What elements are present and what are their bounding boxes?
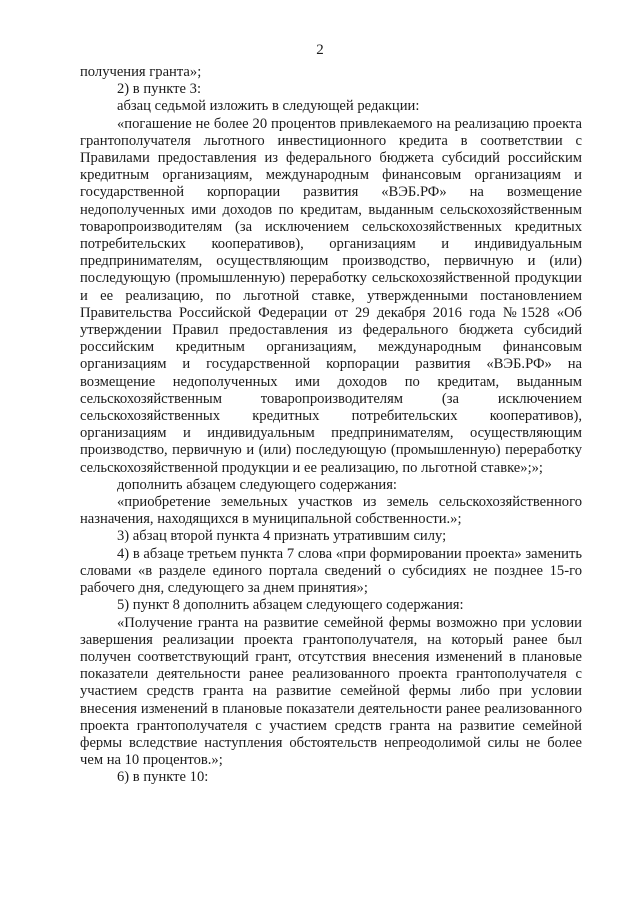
paragraph-item-3: 3) абзац второй пункта 4 признать утратившим силу;	[117, 528, 447, 545]
paragraph-land-acquisition: «приобретение земельных участков из земель сельскохозяйственного назначения, находящихся в муниципальной собственности.»;	[80, 494, 582, 528]
paragraph-add-abzac-intro: дополнить абзацем следующего содержания:	[117, 476, 397, 493]
paragraph-grant-ending: получения гранта»;	[80, 64, 202, 80]
page-number: 2	[316, 42, 324, 58]
paragraph-family-farm-grant: «Получение гранта на развитие семейной фермы возможно при условии завершения реализации проекта грантополучателя, на который ранее был получен соответствующий грант, отсутствия внесения изменений в плановые показатели деятельности ранее реализованного проекта грантополучателя с участием средств гранта на развитие семейной фермы либо при условии внесения изменений в плановые показатели деятельности ранее реализованного проекта грантополучателя с участием средств гранта на развитие семейной фермы вследствие наступления обстоятельств непреодолимой силы не более чем на 10 процентов.»;	[80, 614, 582, 769]
paragraph-item-6: 6) в пункте 10:	[117, 769, 209, 786]
paragraph-repayment-clause: «погашение не более 20 процентов привлекаемого на реализацию проекта грантополучателя льготного инвестиционного кредита в соответствии с Правилами предоставления из федерального бюджета субсидий российским кредитным организациям, международным финансовым организациям и государственной корпорации развития «ВЭБ.РФ» на возмещение недополученных ими доходов по кредитам, выданным сельскохозяйственным товаропроизводителям (за исключением сельскохозяйственных кредитных потребительских кооперативов), организациям и индивидуальным предпринимателям, осуществляющим производство, первичную и (или) последующую (промышленную) переработку сельскохозяйственной продукции и ее реализацию, по льготной ставке, утвержденными постановлением Правительства Российской Федерации от 29 декабря 2016 года №1528 «Об утверждении Правил предоставления из федерального бюджета субсидий российским кредитным организациям, международным финансовым организациям и государственной корпорации развития «ВЭБ.РФ» на возмещение недополученных ими доходов по кредитам, выданным сельскохозяйственным товаропроизводителям (за исключением сельскохозяйственных кредитных потребительских кооперативов), организациям и индивидуальным предпринимателям, осуществляющим производство, первичную и (или) последующую (промышленную) переработку сельскохозяйственной продукции и ее реализацию, по льготной ставке»;»;	[80, 115, 582, 476]
paragraph-item-2-point-3: 2) в пункте 3:	[117, 81, 202, 98]
paragraph-seventh-abzac-intro: абзац седьмой изложить в следующей редакции:	[117, 98, 420, 115]
paragraph-item-4: 4) в абзаце третьем пункта 7 слова «при формировании проекта» заменить словами «в разделе единого портала сведений о субсидиях не позднее 15-го рабочего дня, следующего за днем принятия»;	[80, 545, 582, 597]
document-body	[80, 64, 582, 787]
paragraph-item-5: 5) пункт 8 дополнить абзацем следующего содержания:	[117, 597, 464, 614]
